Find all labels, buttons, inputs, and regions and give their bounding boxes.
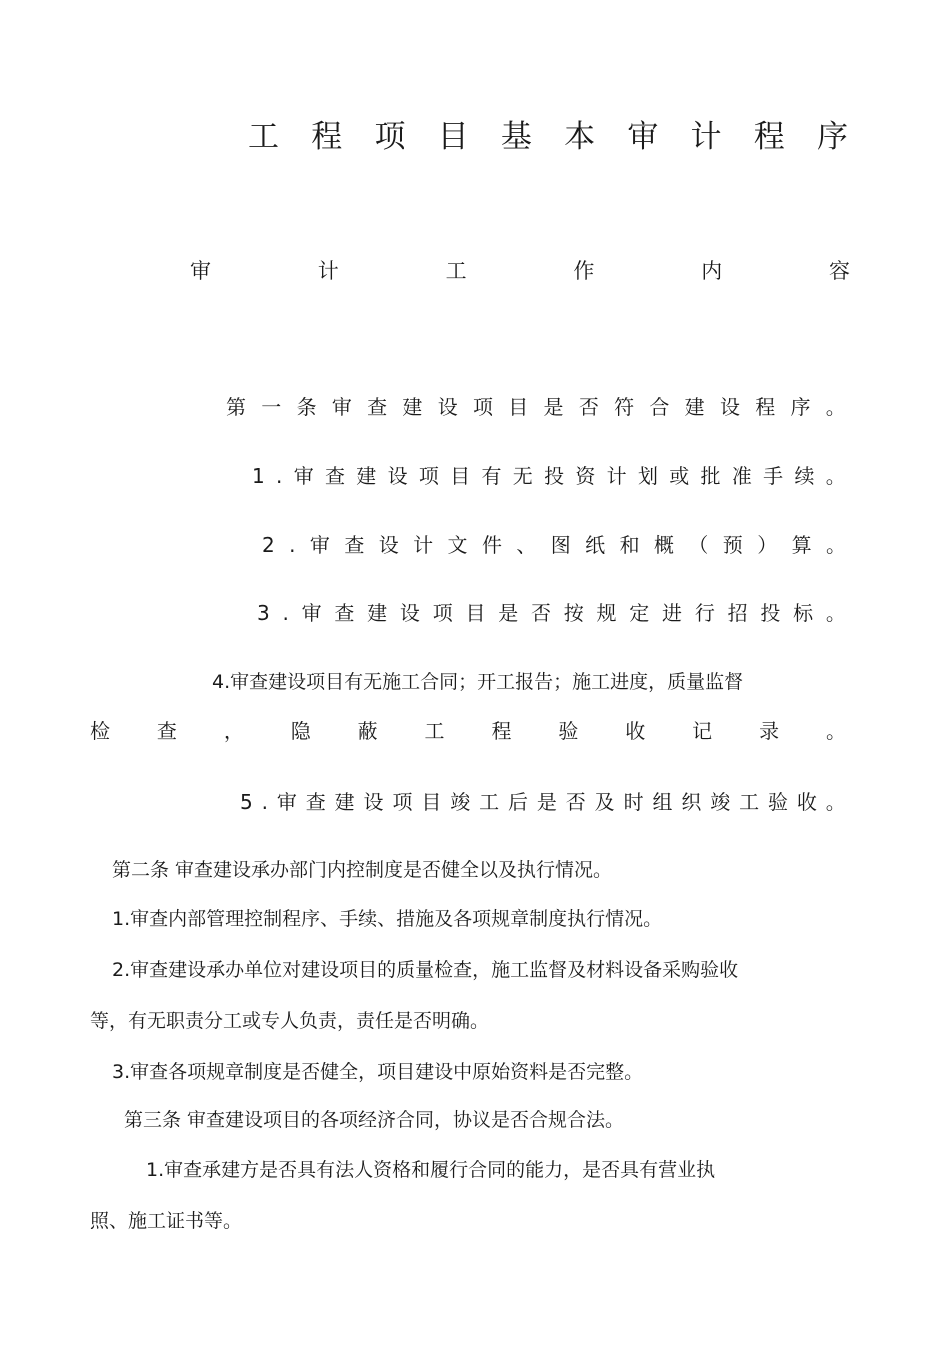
glyph: 否 <box>565 790 586 814</box>
glyph: 目 <box>437 119 469 155</box>
article-3-item-1-cont: 照、施工证书等。 <box>90 1210 243 1232</box>
glyph: 是 <box>498 601 519 625</box>
article-1-item-2 <box>262 530 846 560</box>
glyph: 录 <box>759 719 780 743</box>
glyph: 文 <box>447 533 468 557</box>
glyph: 工 <box>479 790 500 814</box>
glyph: 有 <box>481 464 502 488</box>
glyph: 条 <box>296 395 317 419</box>
glyph: 计 <box>413 533 434 557</box>
glyph: 设 <box>378 533 399 557</box>
glyph: 查 <box>305 790 326 814</box>
glyph: 规 <box>596 601 617 625</box>
glyph: 记 <box>692 719 713 743</box>
glyph: 。 <box>825 395 846 419</box>
glyph: 图 <box>550 533 571 557</box>
glyph: 验 <box>558 719 579 743</box>
glyph: 查 <box>367 395 388 419</box>
glyph: 计 <box>606 464 627 488</box>
glyph: 行 <box>694 601 715 625</box>
glyph: 批 <box>700 464 721 488</box>
glyph: . <box>282 601 289 625</box>
article-1-title <box>226 392 846 422</box>
glyph: 件 <box>481 533 502 557</box>
glyph: 序 <box>816 119 848 155</box>
glyph: 工 <box>739 790 760 814</box>
glyph: 一 <box>261 395 282 419</box>
glyph: ） <box>757 533 778 557</box>
glyph: 审 <box>331 395 352 419</box>
glyph: 时 <box>623 790 644 814</box>
glyph: 招 <box>727 601 748 625</box>
glyph: 5 <box>240 790 253 814</box>
article-1-item-1 <box>252 461 846 491</box>
glyph: . <box>289 533 296 557</box>
glyph: 第 <box>226 395 246 419</box>
glyph: 投 <box>760 601 781 625</box>
glyph: 算 <box>791 533 812 557</box>
glyph: 隐 <box>290 719 311 743</box>
glyph: 合 <box>649 395 670 419</box>
glyph: 建 <box>367 601 388 625</box>
article-3-item-1: 1.审查承建方是否具有法人资格和履行合同的能力，是否具有营业执 <box>146 1159 716 1181</box>
glyph: 预 <box>722 533 743 557</box>
section-heading <box>190 256 850 286</box>
glyph: 符 <box>614 395 635 419</box>
glyph: 无 <box>512 464 533 488</box>
glyph: 竣 <box>710 790 731 814</box>
article-1-item-5 <box>240 787 846 817</box>
glyph: 查 <box>324 464 345 488</box>
glyph: 资 <box>575 464 596 488</box>
glyph: 内 <box>701 259 723 283</box>
glyph: 作 <box>573 259 595 283</box>
glyph: 目 <box>508 395 529 419</box>
glyph: 审 <box>301 601 322 625</box>
article-1-item-3 <box>257 598 846 628</box>
glyph: 建 <box>684 395 705 419</box>
glyph: 后 <box>508 790 528 814</box>
glyph: 。 <box>825 790 846 814</box>
glyph: 投 <box>544 464 565 488</box>
glyph: 织 <box>681 790 702 814</box>
glyph: 或 <box>669 464 690 488</box>
article-2-item-2-cont: 等，有无职责分工或专人负责，责任是否明确。 <box>90 1010 490 1032</box>
glyph: 项 <box>418 464 439 488</box>
glyph: . <box>276 464 283 488</box>
glyph: 本 <box>564 119 596 155</box>
glyph: 纸 <box>585 533 606 557</box>
glyph: 设 <box>437 395 458 419</box>
glyph: 准 <box>731 464 752 488</box>
glyph: 审 <box>190 259 211 283</box>
glyph: 审 <box>276 790 297 814</box>
document-title <box>248 114 848 160</box>
glyph: 手 <box>763 464 784 488</box>
article-1-item-4: 4.审查建设项目有无施工合同；开工报告；施工进度，质量监督 <box>212 671 744 693</box>
glyph: 查 <box>344 533 365 557</box>
glyph: 按 <box>563 601 584 625</box>
glyph: （ <box>688 533 709 557</box>
glyph: 程 <box>311 119 343 155</box>
glyph: 3 <box>257 601 270 625</box>
glyph: 1 <box>252 464 265 488</box>
glyph: 审 <box>627 119 659 155</box>
glyph: 。 <box>825 719 846 743</box>
glyph: . <box>261 790 268 814</box>
glyph: 组 <box>652 790 673 814</box>
glyph: 。 <box>825 464 846 488</box>
glyph: 及 <box>594 790 615 814</box>
article-3-title: 第三条 审查建设项目的各项经济合同，协议是否合规合法。 <box>124 1109 625 1131</box>
glyph: 建 <box>356 464 377 488</box>
article-2-item-1: 1.审查内部管理控制程序、手续、措施及各项规章制度执行情况。 <box>112 908 663 930</box>
glyph: 竣 <box>450 790 471 814</box>
glyph: 工 <box>445 259 467 283</box>
glyph: 划 <box>637 464 658 488</box>
glyph: 项 <box>472 395 493 419</box>
glyph: 否 <box>530 601 551 625</box>
glyph: 设 <box>719 395 740 419</box>
glyph: 设 <box>399 601 420 625</box>
glyph: 查 <box>334 601 355 625</box>
glyph: 项 <box>432 601 453 625</box>
glyph: 。 <box>826 533 846 557</box>
glyph: 否 <box>578 395 599 419</box>
article-2-title: 第二条 审查建设承办部门内控制度是否健全以及执行情况。 <box>112 859 613 881</box>
glyph: 基 <box>500 119 532 155</box>
glyph: 标 <box>793 601 814 625</box>
glyph: 审 <box>309 533 330 557</box>
glyph: 程 <box>491 719 512 743</box>
glyph: 序 <box>790 395 811 419</box>
glyph: 程 <box>753 119 785 155</box>
glyph: 目 <box>450 464 471 488</box>
glyph: 进 <box>662 601 683 625</box>
glyph: 容 <box>828 259 850 283</box>
glyph: 目 <box>465 601 486 625</box>
glyph: 审 <box>293 464 314 488</box>
glyph: 计 <box>690 119 722 155</box>
glyph: 定 <box>629 601 650 625</box>
glyph: 设 <box>387 464 408 488</box>
glyph: 收 <box>625 719 646 743</box>
glyph: 工 <box>248 119 279 155</box>
glyph: 项 <box>392 790 413 814</box>
glyph: 查 <box>156 719 177 743</box>
glyph: 2 <box>262 533 275 557</box>
glyph: 工 <box>424 719 445 743</box>
glyph: 是 <box>543 395 564 419</box>
glyph: 建 <box>334 790 355 814</box>
glyph: 和 <box>619 533 640 557</box>
glyph: 。 <box>825 601 846 625</box>
glyph: 目 <box>421 790 442 814</box>
glyph: 蔽 <box>357 719 378 743</box>
glyph: 续 <box>794 464 815 488</box>
glyph: 验 <box>768 790 789 814</box>
glyph: 建 <box>402 395 423 419</box>
glyph: 程 <box>755 395 776 419</box>
glyph: 设 <box>363 790 384 814</box>
article-1-item-4-cont <box>90 716 846 746</box>
glyph: 、 <box>516 533 537 557</box>
glyph: 项 <box>374 119 406 155</box>
glyph: 是 <box>536 790 557 814</box>
article-2-item-2: 2.审查建设承办单位对建设项目的质量检查，施工监督及材料设备采购验收 <box>112 959 739 981</box>
glyph: 收 <box>796 790 817 814</box>
glyph: 概 <box>653 533 674 557</box>
article-2-item-3: 3.审查各项规章制度是否健全，项目建设中原始资料是否完整。 <box>112 1061 644 1083</box>
glyph: ， <box>223 719 244 743</box>
glyph: 检 <box>90 719 110 743</box>
glyph: 计 <box>317 259 339 283</box>
